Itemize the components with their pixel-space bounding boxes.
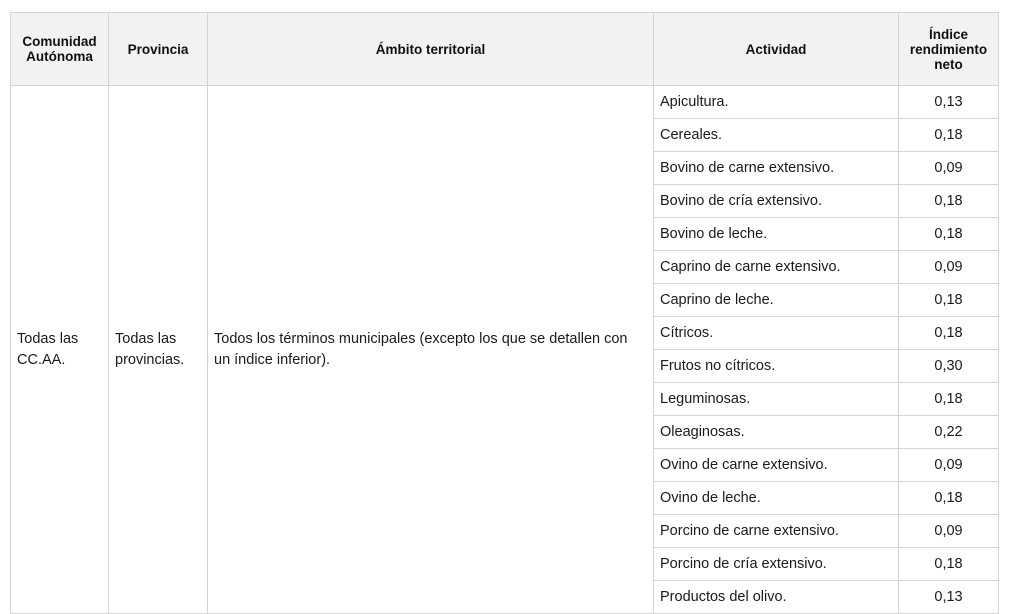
table-row — [11, 86, 999, 119]
cell-actividad: Porcino de carne extensivo. — [654, 515, 899, 548]
table-body — [11, 86, 999, 614]
cell-actividad: Bovino de cría extensivo. — [654, 185, 899, 218]
cell-indice: 0,09 — [899, 152, 999, 185]
cell-actividad: Caprino de carne extensivo. — [654, 251, 899, 284]
cell-comunidad: Todas las CC.AA. — [11, 86, 109, 614]
cell-indice: 0,13 — [899, 86, 999, 119]
cell-ambito: Todos los términos municipales (excepto los que se detallen con un índice inferior). — [208, 86, 654, 614]
cell-indice: 0,30 — [899, 350, 999, 383]
cell-actividad: Cítricos. — [654, 317, 899, 350]
cell-indice: 0,09 — [899, 515, 999, 548]
header-provincia: Provincia — [109, 13, 208, 86]
cell-actividad: Ovino de carne extensivo. — [654, 449, 899, 482]
cell-actividad: Ovino de leche. — [654, 482, 899, 515]
cell-indice: 0,09 — [899, 251, 999, 284]
cell-actividad: Productos del olivo. — [654, 581, 899, 614]
index-table-container — [10, 12, 998, 614]
cell-actividad: Oleaginosas. — [654, 416, 899, 449]
header-ambito: Ámbito territorial — [208, 13, 654, 86]
cell-indice: 0,18 — [899, 284, 999, 317]
cell-indice: 0,09 — [899, 449, 999, 482]
header-row — [11, 13, 999, 86]
cell-indice: 0,18 — [899, 185, 999, 218]
net-yield-index-table — [10, 12, 999, 614]
cell-actividad: Caprino de leche. — [654, 284, 899, 317]
header-actividad: Actividad — [654, 13, 899, 86]
cell-indice: 0,13 — [899, 581, 999, 614]
cell-indice: 0,18 — [899, 383, 999, 416]
cell-indice: 0,22 — [899, 416, 999, 449]
header-comunidad: Comunidad Autónoma — [11, 13, 109, 86]
cell-actividad: Bovino de leche. — [654, 218, 899, 251]
cell-indice: 0,18 — [899, 548, 999, 581]
cell-indice: 0,18 — [899, 119, 999, 152]
cell-indice: 0,18 — [899, 218, 999, 251]
cell-actividad: Porcino de cría extensivo. — [654, 548, 899, 581]
cell-actividad: Apicultura. — [654, 86, 899, 119]
cell-actividad: Leguminosas. — [654, 383, 899, 416]
cell-actividad: Bovino de carne extensivo. — [654, 152, 899, 185]
header-indice: Índice rendimiento neto — [899, 13, 999, 86]
cell-indice: 0,18 — [899, 317, 999, 350]
cell-provincia: Todas las provincias. — [109, 86, 208, 614]
cell-actividad: Frutos no cítricos. — [654, 350, 899, 383]
table-header — [11, 13, 999, 86]
cell-indice: 0,18 — [899, 482, 999, 515]
cell-actividad: Cereales. — [654, 119, 899, 152]
